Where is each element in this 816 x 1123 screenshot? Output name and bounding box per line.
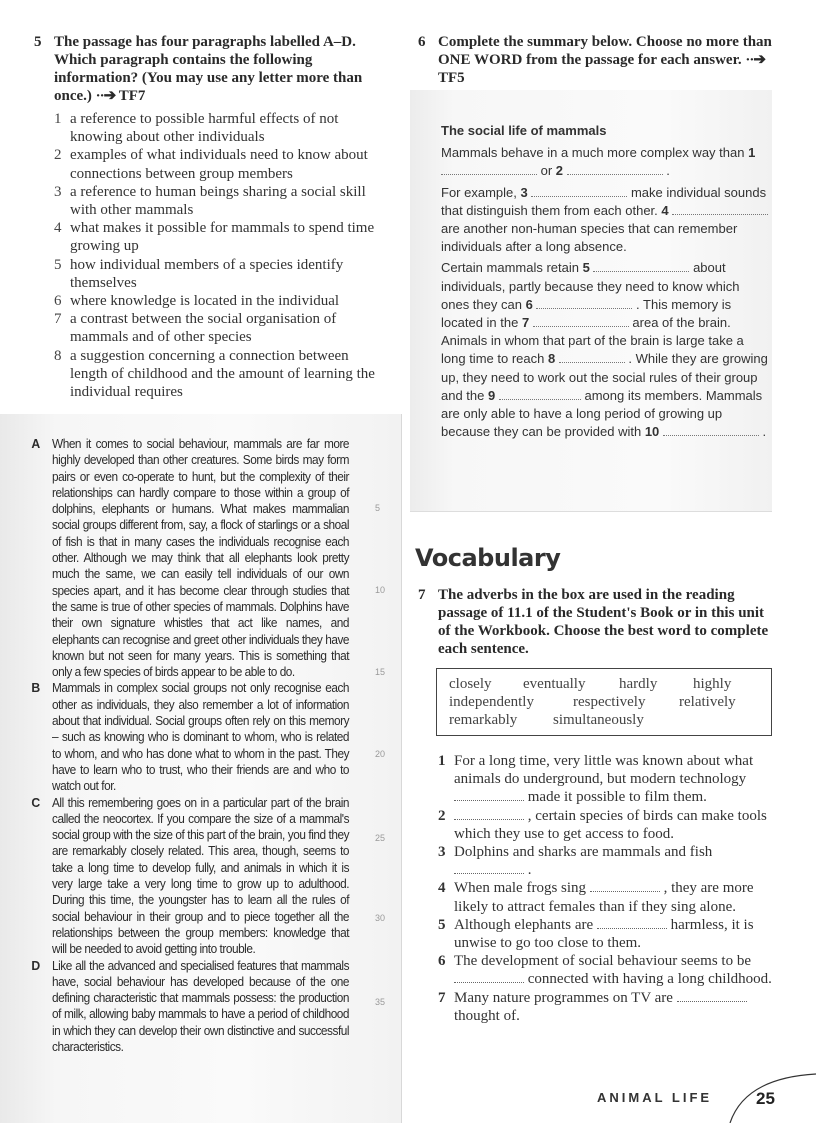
gap-6-blank[interactable]	[536, 299, 632, 309]
summary	[441, 122, 769, 444]
list-item	[54, 256, 389, 292]
summary-title: The social life of mammals	[441, 123, 607, 138]
reading-passage	[31, 436, 350, 1055]
sentence-item	[438, 807, 778, 843]
item-number: 6	[438, 953, 446, 970]
answer-blank[interactable]	[454, 864, 524, 874]
cross-reference-arrow-icon: ··➔	[745, 52, 765, 68]
word-option: simultaneously	[553, 712, 644, 728]
item-number: 8	[54, 347, 62, 364]
item-text: a reference to possible harmful effects of not knowing about other individuals	[70, 111, 339, 146]
item-number: 3	[438, 844, 446, 861]
sentence-text: .	[524, 862, 532, 879]
paragraph-label: C	[31, 794, 40, 810]
sentence-text: The development of social behaviour seems to be	[454, 953, 751, 970]
gap-number: 7	[521, 315, 530, 331]
gap-number: 5	[582, 260, 590, 276]
gap-number: 9	[488, 387, 496, 403]
sentence-text: Many nature programmes on TV are	[454, 989, 677, 1006]
question-instruction: The adverbs in the box are used in the reading passage of 11.1 of the Student's Book or in this unit of the Workbook. Choose the best word to complete each sentence.	[438, 587, 769, 657]
question-instruction: The passage has four paragraphs labelled A–D. Which paragraph contains the following information? (You may use any letter more than once.)	[54, 34, 363, 104]
item-text: how individual members of a species identify themselves	[70, 256, 344, 291]
sentence-item	[438, 916, 778, 952]
word-option: relatively	[679, 694, 736, 710]
paragraph-text: All this remembering goes on in a particular part of the brain called the neocortex. If you compare the size of a mammal's social group with the size of this part of the brain, you find they are remarkably closely related. This area, though, seems to take a long time to develop fully, and animals in which it is very large take a very long time to grow up to adulthood. During this time, the youngster has to learn all the rules of social behaviour in their group and to piece together all the relationships between the group members: knowledge that will be needed to avoid getting into trouble.	[52, 795, 350, 957]
gap-number: 3	[520, 184, 528, 200]
item-text: a contrast between the social organisation of mammals and of other species	[70, 311, 337, 346]
item-number: 3	[54, 183, 62, 200]
sentence-item	[438, 843, 778, 879]
item-text: where knowledge is located in the individual	[70, 293, 340, 310]
answer-blank[interactable]	[454, 791, 524, 801]
cross-reference-arrow-icon: ··➔	[95, 88, 116, 104]
list-item	[54, 146, 389, 182]
item-number: 4	[438, 880, 446, 897]
word-option: respectively	[573, 694, 646, 710]
line-number: 15	[375, 667, 386, 677]
paragraph-d	[31, 957, 350, 1056]
gap-number: 6	[525, 296, 533, 312]
summary-text: Certain mammals retain	[441, 260, 583, 276]
gap-1-blank[interactable]	[441, 165, 537, 175]
summary-paragraph	[441, 184, 769, 257]
list-item	[54, 310, 389, 346]
item-text: examples of what individuals need to know about connections between group members	[70, 147, 368, 182]
summary-paragraph	[441, 259, 769, 441]
word-option: hardly	[619, 676, 658, 692]
item-text: a suggestion concerning a connection between length of childhood and the amount of learning the individual requires	[70, 347, 375, 401]
question-7-heading	[418, 586, 776, 658]
item-number: 6	[54, 293, 62, 310]
line-number: 10	[375, 585, 386, 595]
word-option: remarkably	[449, 712, 518, 728]
word-option: independently	[449, 694, 534, 710]
gap-5-blank[interactable]	[593, 262, 689, 272]
sentence-item	[438, 752, 778, 807]
question-number: 5	[34, 34, 42, 50]
gap-3-blank[interactable]	[531, 187, 627, 197]
gap-number: 1	[748, 145, 756, 161]
item-text: what makes it possible for mammals to spend time growing up	[70, 220, 375, 255]
summary-text: .	[758, 424, 767, 440]
sentence-text: made it possible to film them.	[524, 789, 707, 806]
paragraph-text: Like all the advanced and specialised features that mammals have, social behaviour has developed because of the one defining characteristic that mammals possess: the production of milk, allowing baby mammals to have a period of childhood in which they can develop their own distinctive and successful characteristics.	[52, 958, 350, 1054]
answer-blank[interactable]	[454, 810, 524, 820]
line-number: 20	[375, 749, 386, 759]
item-number: 1	[54, 111, 62, 127]
line-number: 25	[375, 833, 386, 843]
item-text: a reference to human beings sharing a social skill with other mammals	[70, 183, 366, 219]
summary-text: . While they are growing up, they need to work out the social rules of their group and the	[441, 351, 768, 403]
word-option: eventually	[523, 676, 586, 692]
sentence-text: connected with having a long childhood.	[524, 971, 772, 988]
sentence-text: harmless, it is unwise to go too close to them.	[454, 916, 754, 952]
gap-2-blank[interactable]	[567, 165, 663, 175]
gap-number: 2	[555, 163, 564, 179]
tip-reference: TF7	[118, 88, 146, 104]
gap-number: 4	[661, 202, 669, 218]
paragraph-text: When it comes to social behaviour, mammals are far more highly developed than other creatures. Some birds may form pairs or even co-operate to hunt, but the complexity of their relationships can hardly compare to those within a group of dolphins, elephants or humans. What makes mammalian social groups different from, say, a flock of starlings or a shoal of fish is that in many cases the individuals recognise each other. Although we may think that all elephants look pretty much the same, we can easily tell individuals of our own species apart, and it has become clear through studies that the same is true of other species of mammals. Dolphins have their own signature whistles that act like names, and elephants can recognise and greet other individuals they have known but not seen for many years. This is something that only a few species of birds appear to be able to do.	[52, 437, 350, 680]
gap-number: 10	[644, 424, 660, 440]
paragraph-text: Mammals in complex social groups not only recognise each other as individuals, they also remember a lot of information about that individual. Social groups often rely on this memory – such as knowing who is dominant to whom, who is related to whom, and who has done what to whom in the past. They have to learn who to trust, who their friends are and who to watch out for.	[52, 681, 350, 794]
line-number: 30	[375, 913, 386, 923]
sentence-text: Although elephants are	[454, 916, 597, 933]
gap-9-blank[interactable]	[499, 390, 581, 400]
section-title: Vocabulary	[415, 544, 561, 572]
word-option: closely	[449, 676, 492, 692]
question-number: 7	[418, 587, 426, 603]
item-number: 7	[438, 989, 446, 1006]
question-instruction: Complete the summary below. Choose no more than ONE WORD from the passage for each answer.	[438, 34, 772, 68]
summary-text: make individual sounds that distinguish them from each other.	[441, 184, 767, 218]
paragraph-label: A	[31, 436, 40, 451]
list-item	[54, 183, 389, 219]
paragraph-c	[31, 794, 350, 958]
paragraph-b	[31, 680, 350, 794]
sentence-item	[438, 879, 778, 915]
sentence-text: When male frogs sing	[454, 880, 590, 897]
tip-reference: TF5	[438, 70, 465, 86]
unit-title: ANIMAL LIFE	[597, 1090, 713, 1105]
sentence-item	[438, 989, 778, 1025]
sentence-text: Dolphins and sharks are mammals and fish	[454, 844, 713, 861]
item-number: 5	[438, 916, 446, 933]
list-item	[54, 219, 389, 255]
sentence-text: thought of.	[454, 1007, 520, 1024]
item-number: 2	[54, 147, 62, 164]
summary-text: . This memory is located in the	[441, 296, 732, 331]
question-5-heading	[34, 33, 384, 105]
gap-10-blank[interactable]	[663, 426, 759, 436]
question-5-items	[54, 110, 389, 401]
answer-blank[interactable]	[597, 919, 667, 929]
gap-8-blank[interactable]	[559, 353, 625, 363]
item-number: 4	[54, 220, 62, 237]
list-item	[54, 292, 389, 310]
line-number: 5	[375, 503, 381, 513]
item-number: 7	[54, 311, 62, 328]
answer-blank[interactable]	[677, 992, 747, 1002]
question-6-heading	[418, 33, 778, 87]
summary-text: among its members. Mammals are only able to have a long period of growing up because they can be provided with	[441, 387, 763, 440]
list-item	[54, 347, 389, 402]
answer-blank[interactable]	[590, 882, 660, 892]
gap-4-blank[interactable]	[672, 205, 768, 215]
summary-text: are another non-human species that can remember individuals after a long absence.	[441, 221, 738, 255]
paragraph-label: D	[31, 957, 40, 973]
summary-text: Mammals behave in a much more complex way than	[441, 145, 749, 161]
gap-number: 8	[547, 351, 556, 367]
summary-text: or	[537, 163, 556, 179]
page-number: 25	[756, 1089, 775, 1108]
list-item	[54, 110, 389, 146]
question-number: 6	[418, 34, 426, 50]
sentence-text: , they are more likely to attract females than if they sing alone.	[454, 880, 754, 915]
gap-7-blank[interactable]	[533, 317, 629, 327]
sentence-item	[438, 952, 778, 988]
summary-text: area of the brain. Animals in whom that part of the brain is large take a long time to reach	[441, 315, 744, 367]
summary-text: For example,	[441, 184, 521, 200]
item-number: 1	[438, 753, 446, 769]
sentence-text: , certain species of birds can make tools which they use to get access to food.	[454, 807, 767, 842]
paragraph-a	[31, 436, 350, 680]
paragraph-label: B	[31, 680, 40, 696]
question-7-sentences	[438, 752, 778, 1025]
answer-blank[interactable]	[454, 973, 524, 983]
item-number: 5	[54, 256, 62, 273]
summary-text: .	[662, 163, 670, 179]
summary-paragraph	[441, 144, 769, 180]
item-number: 2	[438, 807, 446, 824]
word-box	[436, 668, 772, 736]
word-option: highly	[693, 676, 732, 692]
summary-text: about individuals, partly because they need to know which ones they can	[441, 260, 740, 312]
line-number: 35	[375, 997, 386, 1007]
sentence-text: For a long time, very little was known about what animals do underground, but modern technology	[454, 753, 754, 788]
